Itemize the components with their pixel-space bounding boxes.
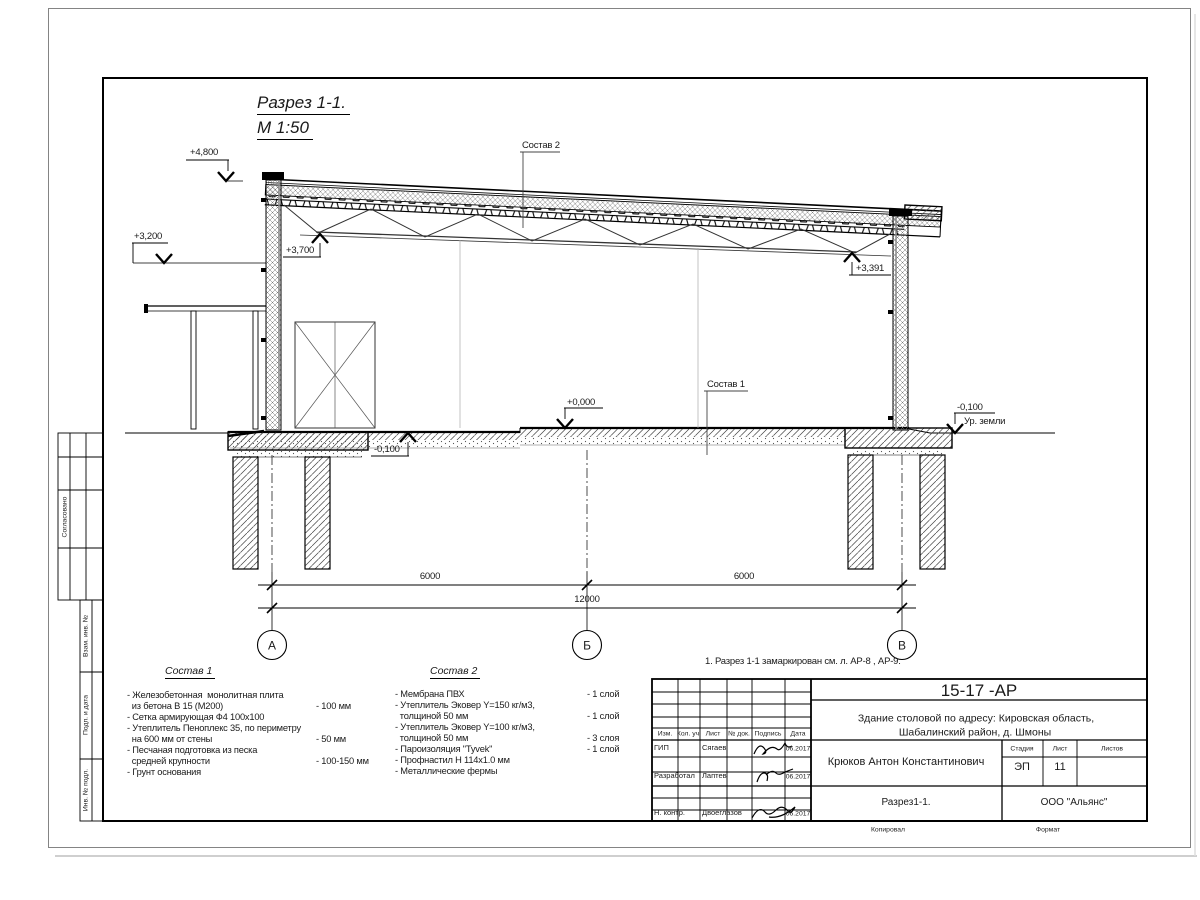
titleblock-author: Крюков Антон Константинович [827,756,985,769]
roof-assembly [265,179,941,237]
titleblock-stage-value: ЭП [1014,761,1030,774]
titleblock-date-gip: 06.2017 [785,745,811,753]
legend2-row: - Профнастил Н 114x1.0 мм [395,755,510,765]
foundations [228,428,952,569]
titleblock-role-razrabotal: Разработал [654,771,695,780]
titleblock-col-kol: Кол. уч. [676,730,702,738]
sidebar-tables [58,433,103,821]
axis-label-v: В [897,638,907,653]
level-label-3700: +3,700 [286,245,315,256]
titleblock-col-list: Лист [705,730,721,738]
legend2-heading: Состав 2 [430,666,480,679]
level-label-3391: +3,391 [856,263,885,274]
titleblock-col-izm: Изм. [657,730,673,738]
callout-sostav2: Состав 2 [522,140,560,151]
ground-level-label: Ур. земли [964,416,1006,427]
level-label-minus100-right: -0,100 [957,402,983,413]
legend2-row: - Пароизоляция "Tyvek" - 1 слой [395,744,620,754]
level-3200 [132,243,266,263]
level-label-0000: +0,000 [567,397,596,408]
titleblock-name-razrabotal: Лаптев [702,771,727,780]
level-label-4800: +4,800 [190,147,219,158]
legend2-row: толщиной 50 мм - 3 слоя [395,733,620,743]
titleblock-object-line1: Здание столовой по адресу: Кировская область, [857,712,1095,725]
legend2-row: толщиной 50 мм - 1 слой [395,711,620,721]
legend1-row: средней крупности - 100-150 мм [127,756,369,766]
titleblock-date-nkontr: 06.2017 [785,810,811,818]
titleblock-role-gip: ГИП [654,743,669,752]
titleblock-name-gip: Сягаев [702,743,727,752]
legend1-row: из бетона В 15 (М200) - 100 мм [127,701,351,711]
titleblock-company: ООО "Альянс" [1040,796,1108,808]
dim-total: 12000 [574,594,600,606]
titleblock-sheets-label: Листов [1100,745,1124,753]
legend1-row: - Утеплитель Пеноплекс 35, по периметру [127,723,301,733]
right-wall [888,209,912,430]
titleblock-col-ndok: № док. [728,730,750,738]
door-opening [295,322,375,428]
titleblock-name-nkontr: Двоеглазов [702,808,742,817]
entrance-canopy [144,304,266,429]
titleblock-drawing-name: Разрез1-1. [881,796,931,808]
axis-label-b: Б [583,638,591,653]
callout-sostav1: Состав 1 [707,379,745,390]
dimension-lines [258,450,917,660]
legend1-row: - Сетка армирующая Ф4 100x100 [127,712,265,722]
sidebar-label-podp: Подп. и дата [82,694,90,736]
titleblock-stage-label: Стадия [1010,745,1034,753]
drawing-title-line1: Разрез 1-1. [257,94,350,115]
dim-span1: 6000 [419,571,441,583]
titleblock-doc-number: 15-17 -АР [940,681,1018,701]
left-wall [261,172,284,430]
callout-leaders [520,152,748,455]
legend1-row: - Песчаная подготовка из песка [127,745,258,755]
level-0000 [557,408,603,428]
sidebar-label-inv: Инв. № подл. [82,768,90,812]
legend1-row: - Грунт основания [127,767,201,777]
drawing-title-line2: М 1:50 [257,119,313,140]
titleblock-copied-label: Копировал [870,826,906,834]
sidebar-label-vzam: Взам. инв. № [82,614,90,658]
sheet-note: 1. Разрез 1-1 замаркирован см. л. АР-8 , АР-9. [705,656,901,667]
legend2-row: - Мембрана ПВХ - 1 слой [395,689,620,699]
legend1-row: - Железобетонная монолитная плита [127,690,284,700]
titleblock-date-razrabotal: 06.2017 [785,773,811,781]
level-label-minus100-left: -0,100 [374,444,400,455]
titleblock-role-nkontr: Н. контр. [654,808,685,817]
titleblock-col-data: Дата [790,730,806,738]
level-4800 [186,160,243,181]
legend1-heading: Состав 1 [165,666,215,679]
legend2-row: - Утеплитель Эковер Y=150 кг/м3, [395,700,535,710]
legend2-row: - Утеплитель Эковер Y=100 кг/м3, [395,722,535,732]
level-label-3200: +3,200 [134,231,163,242]
legend1-row: на 600 мм от стены - 50 мм [127,734,346,744]
titleblock-sheet-value: 11 [1054,761,1066,774]
titleblock-sheet-label: Лист [1052,745,1068,753]
dim-span2: 6000 [733,571,755,583]
axis-label-a: А [267,638,277,653]
legend2-row: - Металлические фермы [395,766,498,776]
sidebar-label-agreed: Согласовано [61,496,69,538]
titleblock-object-line2: Шабалинский район, д. Шмоны [898,726,1052,739]
titleblock-col-podpis: Подпись [754,730,782,738]
titleblock-format-label: Формат [1035,826,1061,834]
